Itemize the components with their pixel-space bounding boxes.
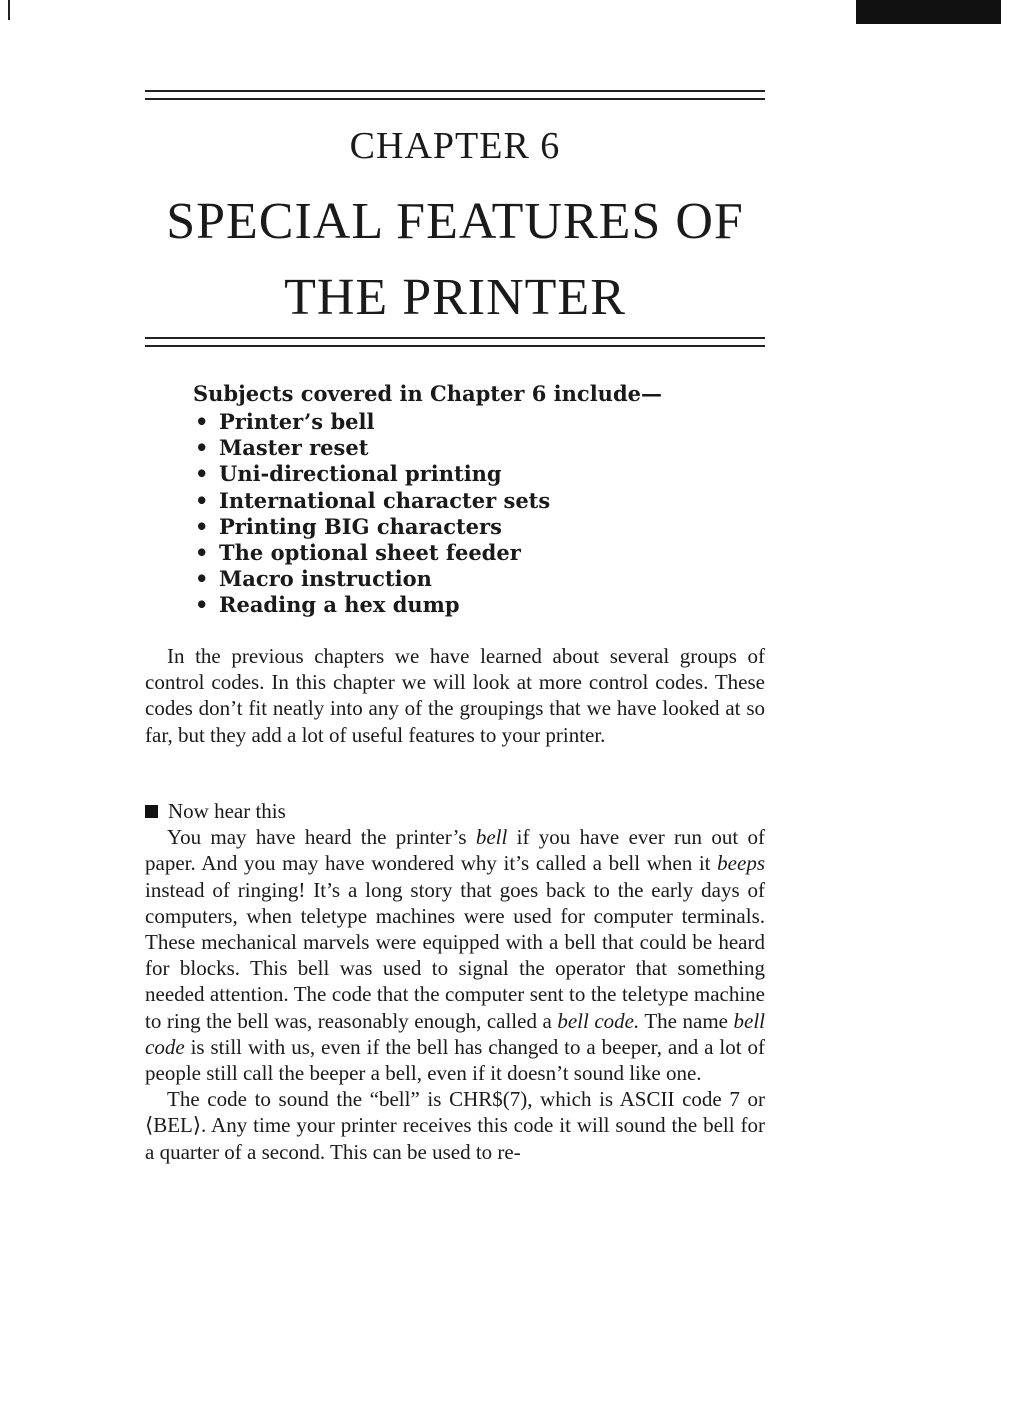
chapter-title — [145, 184, 765, 336]
bullet-icon: • — [195, 592, 209, 618]
list-item: • Reading a hex dump — [195, 592, 460, 618]
list-item: • The optional sheet feeder — [195, 540, 521, 566]
scan-edge-mark — [8, 0, 10, 20]
section-square-icon — [145, 805, 158, 818]
page-tab-marker — [856, 0, 1001, 24]
section-heading: Now hear this — [145, 798, 765, 824]
list-item: • International character sets — [195, 487, 551, 513]
list-item: • Macro instruction — [195, 566, 432, 592]
bullet-icon: • — [195, 566, 209, 592]
bottom-double-rule — [145, 337, 765, 347]
bullet-icon: • — [195, 540, 209, 566]
bell-code-paragraph: The code to sound the “bell” is CHR$(7), which is ASCII code 7 or ⟨BEL⟩. Any time your printer receives this code it will sound the bell for a quarter of a second. This can be used to re- — [145, 1087, 765, 1164]
bullet-icon: • — [195, 461, 209, 487]
list-item: • Printing BIG characters — [195, 513, 502, 539]
now-hear-this-section — [145, 798, 765, 1165]
bell-paragraph: You may have heard the printer’s bell if you have ever run out of paper. And you may have wondered why it’s called a bell when it beeps instead of ringing! It’s a long story that goes back to the early days of computers, when teletype machines were used for computer terminals. These mechanical marvels were equipped with a bell that could be heard for blocks. This bell was used to signal the operator that something needed attention. The code that the computer sent to the teletype machine to ring the bell was, reasonably enough, called a bell code. The name bell code is still with us, even if the bell has changed to a beeper, and a lot of people still call the beeper a bell, even if it doesn’t sound like one. — [145, 825, 766, 1086]
bullet-icon: • — [195, 435, 209, 461]
chapter-number: CHAPTER 6 — [349, 125, 561, 167]
bullet-icon: • — [195, 409, 209, 434]
top-double-rule — [145, 90, 765, 100]
bullet-icon: • — [195, 513, 209, 539]
subjects-list-block — [193, 379, 753, 619]
list-item: • Master reset — [195, 435, 369, 461]
intro-paragraph: In the previous chapters we have learned about several groups of control codes. In this chapter we will look at more control codes. These codes don’t fit neatly into any of the groupings that we have looked at so far, but they add a lot of useful features to your printer. — [145, 644, 765, 747]
chapter-title-line-1: SPECIAL FEATURES OF — [166, 193, 744, 250]
subjects-heading: Subjects covered in Chapter 6 include— — [193, 381, 662, 406]
intro-paragraph-block — [145, 643, 765, 748]
list-item: • Uni-directional printing — [195, 461, 502, 487]
bullet-icon: • — [195, 487, 209, 513]
list-item: • Printer’s bell — [195, 409, 375, 434]
chapter-title-line-2: THE PRINTER — [284, 269, 626, 326]
subjects-list — [193, 409, 753, 619]
